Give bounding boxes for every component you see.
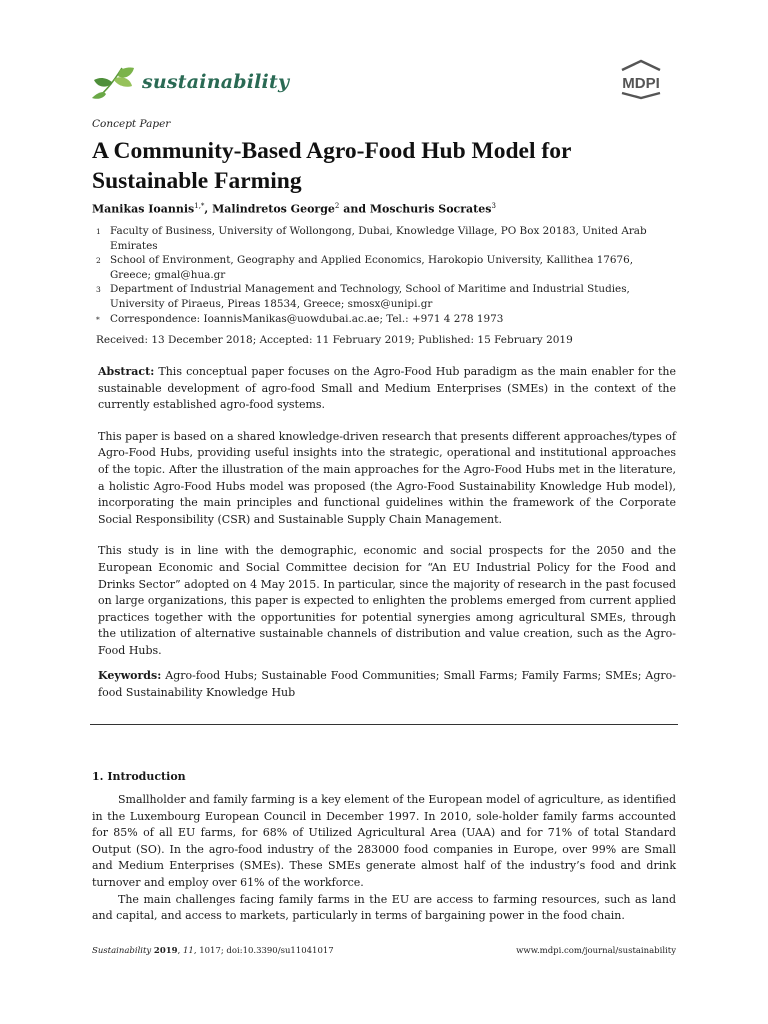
article-type: Concept Paper (92, 118, 171, 130)
affiliation-text: Department of Industrial Management and Technology, School of Maritime and Industrial Studies, University of Piraeus, Pireas 18534, Greece; smosx@unipi.gr (110, 283, 630, 310)
publication-dates: Received: 13 December 2018; Accepted: 11 February 2019; Published: 15 February 2019 (96, 334, 573, 346)
journal-logo (92, 62, 289, 102)
publisher-name: MDPI (622, 75, 660, 92)
affiliation-text: Correspondence: IoannisManikas@uowdubai.ac.ae; Tel.: +971 4 278 1973 (110, 312, 504, 325)
author-affiliation-marker: 3 (491, 202, 496, 210)
affiliation-item (96, 224, 676, 253)
author-name: Malindretos George (212, 202, 335, 216)
keywords (98, 668, 676, 701)
leaf-icon (92, 62, 136, 102)
footer-url[interactable]: www.mdpi.com/journal/sustainability (516, 946, 676, 956)
abstract (98, 364, 676, 675)
body-paragraph-2: The main challenges facing family farms in the EU are access to farming resources, such as land and capital, and access to markets, particularly in terms of bargaining power in the food chain. (92, 892, 676, 923)
footer-year: 2019 (153, 946, 178, 956)
affiliation-item (96, 253, 676, 282)
author-affiliation-marker: 1,* (194, 202, 205, 210)
keywords-label: Keywords: (98, 669, 162, 682)
affiliation-text: School of Environment, Geography and Applied Economics, Harokopio University, Kallithea 17676, Greece; gmal@hua.gr (110, 254, 634, 281)
abstract-paragraph-1: This conceptual paper focuses on the Agro-Food Hub paradigm as the main enabler for the sustainable development of agro-food Small and Medium Enterprises (SMEs) in the context of the currently established agro-food systems. (98, 365, 677, 412)
footer-journal: Sustainability (92, 946, 152, 956)
footer-volume: 11 (183, 946, 194, 956)
author-affiliation-marker: 2 (334, 202, 340, 210)
author-name: Manikas Ioannis (92, 202, 195, 216)
paper-title: A Community-Based Agro-Food Hub Model for Sustainable Farming (92, 138, 571, 194)
footer-citation: Sustainability 2019, 11, 1017; doi:10.3390/su11041017 (92, 946, 334, 956)
author-separator: , (204, 202, 213, 216)
affiliation-item (96, 282, 676, 311)
author-separator: and (339, 202, 370, 216)
body-text (92, 792, 676, 925)
author-list (92, 202, 496, 216)
abstract-label: Abstract: (98, 365, 155, 378)
affiliation-item (96, 312, 676, 328)
keywords-text: Agro-food Hubs; Sustainable Food Communities; Small Farms; Family Farms; SMEs; Agro-food Sustainability Knowledge Hub (98, 669, 676, 699)
publisher-logo (612, 58, 670, 100)
author-name: Moschuris Socrates (369, 202, 492, 216)
affiliation-list (96, 224, 676, 327)
journal-name: sustainability (142, 71, 290, 93)
abstract-paragraph-3: This study is in line with the demographic, economic and social prospects for the 2050 and the European Economic and Social Committee decision for “An EU Industrial Policy for the Food and Drinks Sector” adopted on 4 May 2015. In particular, since the majority of research in the past focused on large organizations, this paper is expected to enlighten the problems emerged from current applied practices together with the opportunities for potential synergies among agricultural SMEs, through the utilization of alternative sustainable channels of distribution and value creation, such as the Agro-Food Hubs. (98, 544, 676, 657)
abstract-paragraph-2: This paper is based on a shared knowledge-driven research that presents different approaches/types of Agro-Food Hubs, providing useful insights into the strategic, operational and institutional approaches of the topic. After the illustration of the main approaches for the Agro-Food Hubs met in the literature, a holistic Agro-Food Hubs model was proposed (the Agro-Food Sustainability Knowledge Hub model), incorporating the main principles and functional guidelines within the framework of the Corporate Social Responsibility (CSR) and Sustainable Supply Chain Management. (98, 429, 676, 526)
affiliation-number: * (96, 314, 100, 324)
footer-doi: , 1017; doi:10.3390/su11041017 (193, 946, 334, 956)
affiliation-number: 3 (96, 285, 101, 295)
section-heading: 1. Introduction (92, 770, 186, 783)
affiliation-text: Faculty of Business, University of Wollongong, Dubai, Knowledge Village, PO Box 20183, United Arab Emirates (110, 225, 647, 252)
divider (90, 724, 678, 725)
body-paragraph-1: Smallholder and family farming is a key element of the European model of agriculture, as identified in the Luxembourg European Council in December 1997. In 2010, sole-holder family farms accounted for 85% of all EU farms, for 68% of Utilized Agricultural Area (UAA) and for 71% of total Standard Output (SO). In the agro-food industry of the 283000 food companies in Europe, over 99% are Small and Medium Enterprises (SMEs). These SMEs generate almost half of the industry’s food and drink turnover and employ over 61% of the workforce. (92, 793, 676, 889)
affiliation-number: 2 (96, 256, 101, 266)
affiliation-number: 1 (96, 227, 101, 236)
